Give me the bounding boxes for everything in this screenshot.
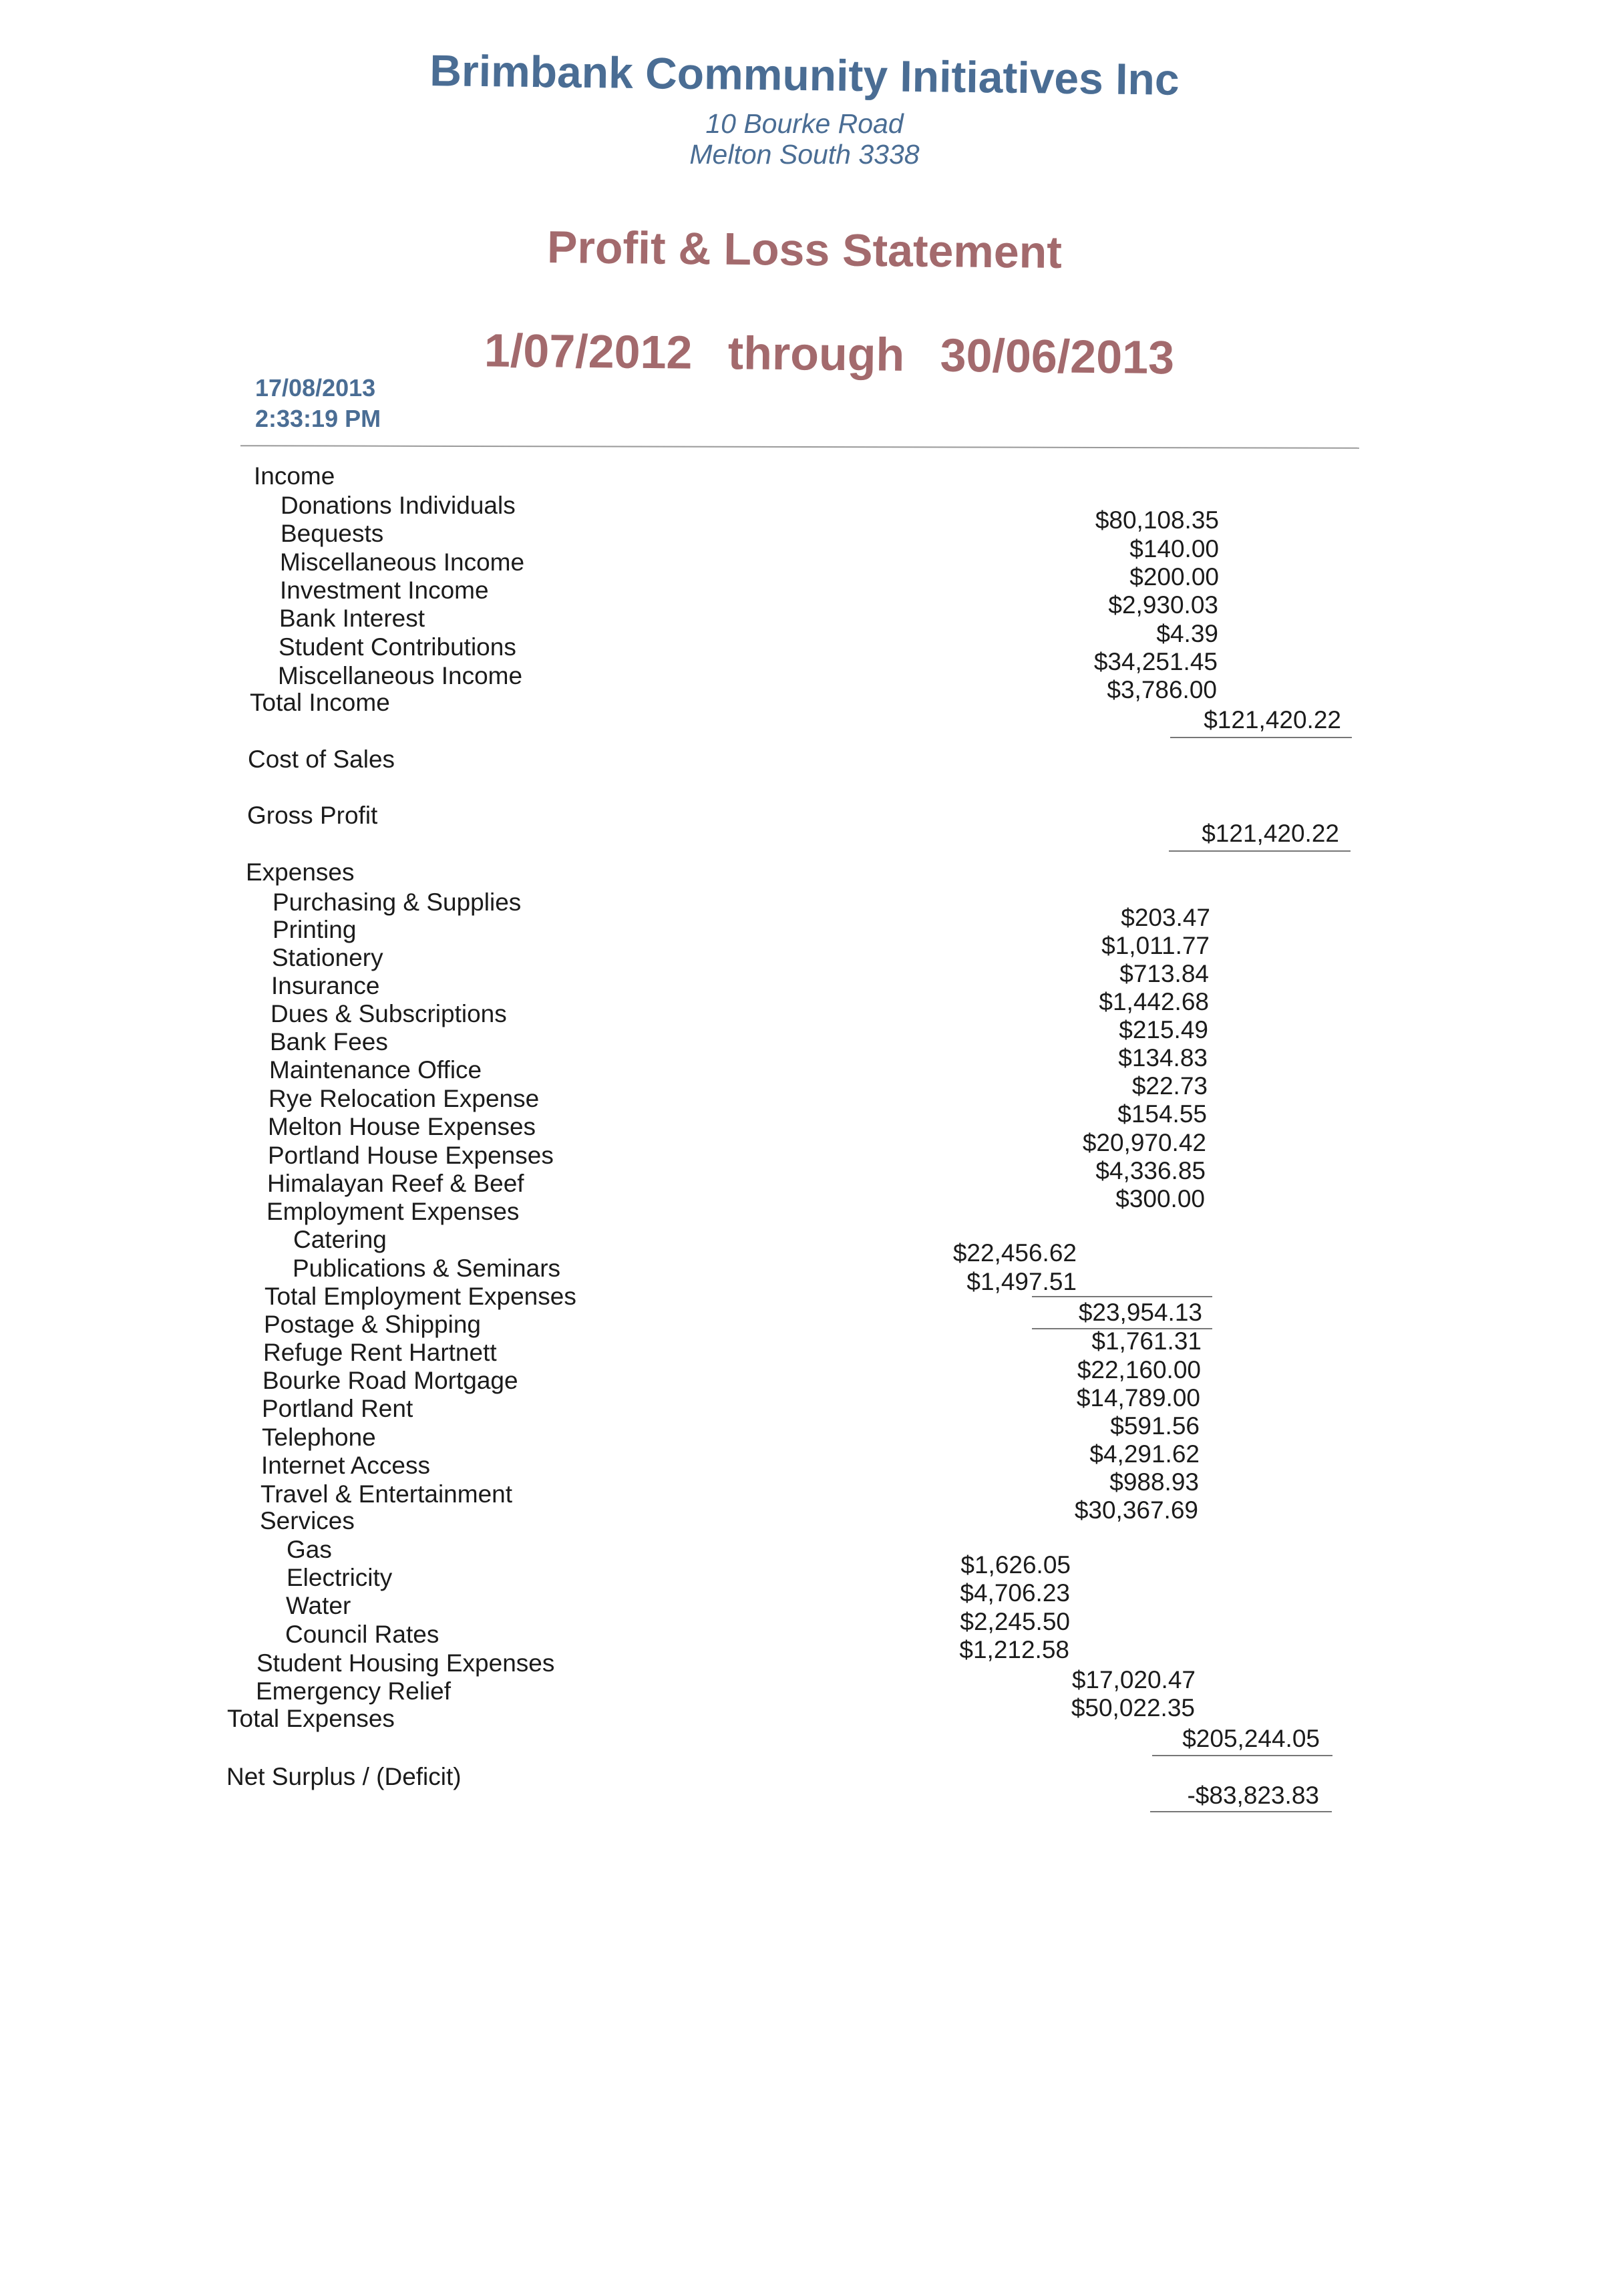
expense-item-amount: $215.49 xyxy=(1119,1016,1208,1043)
gross-profit-label: Gross Profit xyxy=(247,802,378,829)
income-item-label: Bequests xyxy=(281,520,384,547)
expense-item-label: Insurance xyxy=(271,972,380,999)
total-income-amount: $121,420.22 xyxy=(1204,706,1341,733)
total-employment-amount: $23,954.13 xyxy=(1078,1299,1202,1326)
expense-item-amount: $300.00 xyxy=(1115,1185,1205,1212)
income-item-amount: $34,251.45 xyxy=(1093,648,1218,675)
income-item-amount: $2,930.03 xyxy=(1108,591,1218,619)
expense-item-amount: $30,367.69 xyxy=(1074,1496,1198,1524)
expense-item-amount: $154.55 xyxy=(1117,1100,1207,1128)
income-item-amount: $140.00 xyxy=(1129,535,1219,562)
expense-item-label: Bourke Road Mortgage xyxy=(262,1367,518,1394)
expense-item-amount: $988.93 xyxy=(1109,1468,1199,1496)
income-item-label: Bank Interest xyxy=(279,605,425,632)
total-expenses-underline xyxy=(1152,1755,1332,1756)
gross-profit-underline xyxy=(1169,850,1351,852)
employment-heading: Employment Expenses xyxy=(266,1198,520,1225)
expense-item-label: Himalayan Reef & Beef xyxy=(267,1170,524,1197)
expense-item-amount: $50,022.35 xyxy=(1071,1694,1195,1721)
services-item-amount: $1,626.05 xyxy=(960,1551,1071,1579)
expense-item-amount: $17,020.47 xyxy=(1071,1666,1196,1693)
income-item-label: Investment Income xyxy=(280,577,489,604)
services-heading: Services xyxy=(260,1507,355,1534)
employment-item-amount: $22,456.62 xyxy=(952,1239,1077,1267)
report-title: Profit & Loss Statement xyxy=(546,221,1063,279)
total-income-label: Total Income xyxy=(250,689,390,716)
income-heading: Income xyxy=(254,462,335,490)
income-item-label: Miscellaneous Income xyxy=(280,548,525,576)
services-item-label: Electricity xyxy=(287,1564,393,1591)
address-line-2: Melton South 3338 xyxy=(689,139,920,170)
expense-item-amount: $1,761.31 xyxy=(1091,1327,1202,1355)
expense-item-amount: $22.73 xyxy=(1131,1072,1208,1100)
services-item-amount: $2,245.50 xyxy=(960,1608,1070,1635)
total-income-underline xyxy=(1170,737,1352,738)
net-surplus-amount: -$83,823.83 xyxy=(1187,1782,1319,1809)
expense-item-amount: $4,336.85 xyxy=(1095,1157,1206,1184)
expense-item-amount: $203.47 xyxy=(1121,904,1210,931)
expense-item-label: Printing xyxy=(273,916,357,943)
income-item-amount: $4.39 xyxy=(1156,620,1218,647)
expense-item-amount: $591.56 xyxy=(1110,1412,1200,1440)
expense-item-label: Postage & Shipping xyxy=(264,1311,482,1338)
gross-profit-amount: $121,420.22 xyxy=(1202,820,1339,847)
expense-item-amount: $1,442.68 xyxy=(1099,988,1209,1015)
income-item-label: Student Contributions xyxy=(279,633,516,661)
total-expenses-label: Total Expenses xyxy=(227,1705,395,1732)
net-surplus-underline xyxy=(1150,1811,1332,1812)
expense-item-label: Internet Access xyxy=(261,1452,430,1479)
income-item-amount: $80,108.35 xyxy=(1095,506,1219,534)
period-end: 30/06/2013 xyxy=(940,329,1175,384)
expense-item-label: Purchasing & Supplies xyxy=(273,888,522,916)
income-item-amount: $3,786.00 xyxy=(1107,676,1217,703)
expense-item-label: Portland Rent xyxy=(262,1395,413,1422)
employment-item-label: Catering xyxy=(293,1226,387,1253)
print-time: 2:33:19 PM xyxy=(255,405,381,432)
header-divider xyxy=(240,445,1359,449)
period-start: 1/07/2012 xyxy=(484,324,693,379)
expense-item-amount: $20,970.42 xyxy=(1082,1129,1206,1156)
expense-item-amount: $134.83 xyxy=(1118,1044,1208,1072)
expense-item-amount: $4,291.62 xyxy=(1089,1440,1200,1468)
expense-item-amount: $1,011.77 xyxy=(1101,932,1210,959)
services-item-amount: $1,212.58 xyxy=(959,1636,1069,1663)
address-line-1: 10 Bourke Road xyxy=(705,108,904,139)
expense-item-label: Portland House Expenses xyxy=(268,1142,554,1169)
income-item-amount: $200.00 xyxy=(1129,563,1219,591)
expense-item-amount: $22,160.00 xyxy=(1077,1356,1201,1383)
print-date: 17/08/2013 xyxy=(255,374,376,401)
expense-item-label: Dues & Subscriptions xyxy=(271,1000,507,1027)
expense-item-label: Maintenance Office xyxy=(269,1056,482,1084)
period-word: through xyxy=(727,327,905,381)
employment-item-amount: $1,497.51 xyxy=(966,1268,1077,1295)
total-employment-label: Total Employment Expenses xyxy=(264,1283,576,1310)
services-item-label: Water xyxy=(286,1592,351,1619)
report-period xyxy=(484,323,1198,384)
expense-item-label: Travel & Entertainment xyxy=(260,1480,513,1508)
employment-subtotal-underline xyxy=(1032,1296,1212,1297)
organization-name: Brimbank Community Initiatives Inc xyxy=(429,45,1180,104)
services-item-amount: $4,706.23 xyxy=(960,1579,1070,1607)
income-item-label: Donations Individuals xyxy=(281,492,516,519)
expense-item-label: Rye Relocation Expense xyxy=(269,1085,540,1112)
cost-of-sales-label: Cost of Sales xyxy=(248,746,395,773)
income-item-label: Miscellaneous Income xyxy=(278,662,523,689)
expense-item-label: Stationery xyxy=(272,944,383,971)
net-surplus-label: Net Surplus / (Deficit) xyxy=(226,1763,462,1790)
total-expenses-amount: $205,244.05 xyxy=(1182,1725,1320,1752)
expense-item-label: Telephone xyxy=(262,1424,376,1451)
expenses-heading: Expenses xyxy=(246,858,355,886)
expense-item-amount: $14,789.00 xyxy=(1076,1384,1200,1412)
expense-item-label: Refuge Rent Hartnett xyxy=(263,1339,497,1366)
expense-item-amount: $713.84 xyxy=(1119,960,1209,987)
services-item-label: Gas xyxy=(287,1536,332,1563)
expense-item-label: Melton House Expenses xyxy=(268,1113,536,1140)
expense-item-label: Student Housing Expenses xyxy=(256,1649,555,1677)
expense-item-label: Emergency Relief xyxy=(256,1677,452,1705)
employment-item-label: Publications & Seminars xyxy=(293,1255,561,1282)
expense-item-label: Bank Fees xyxy=(270,1028,388,1055)
services-item-label: Council Rates xyxy=(285,1621,439,1648)
